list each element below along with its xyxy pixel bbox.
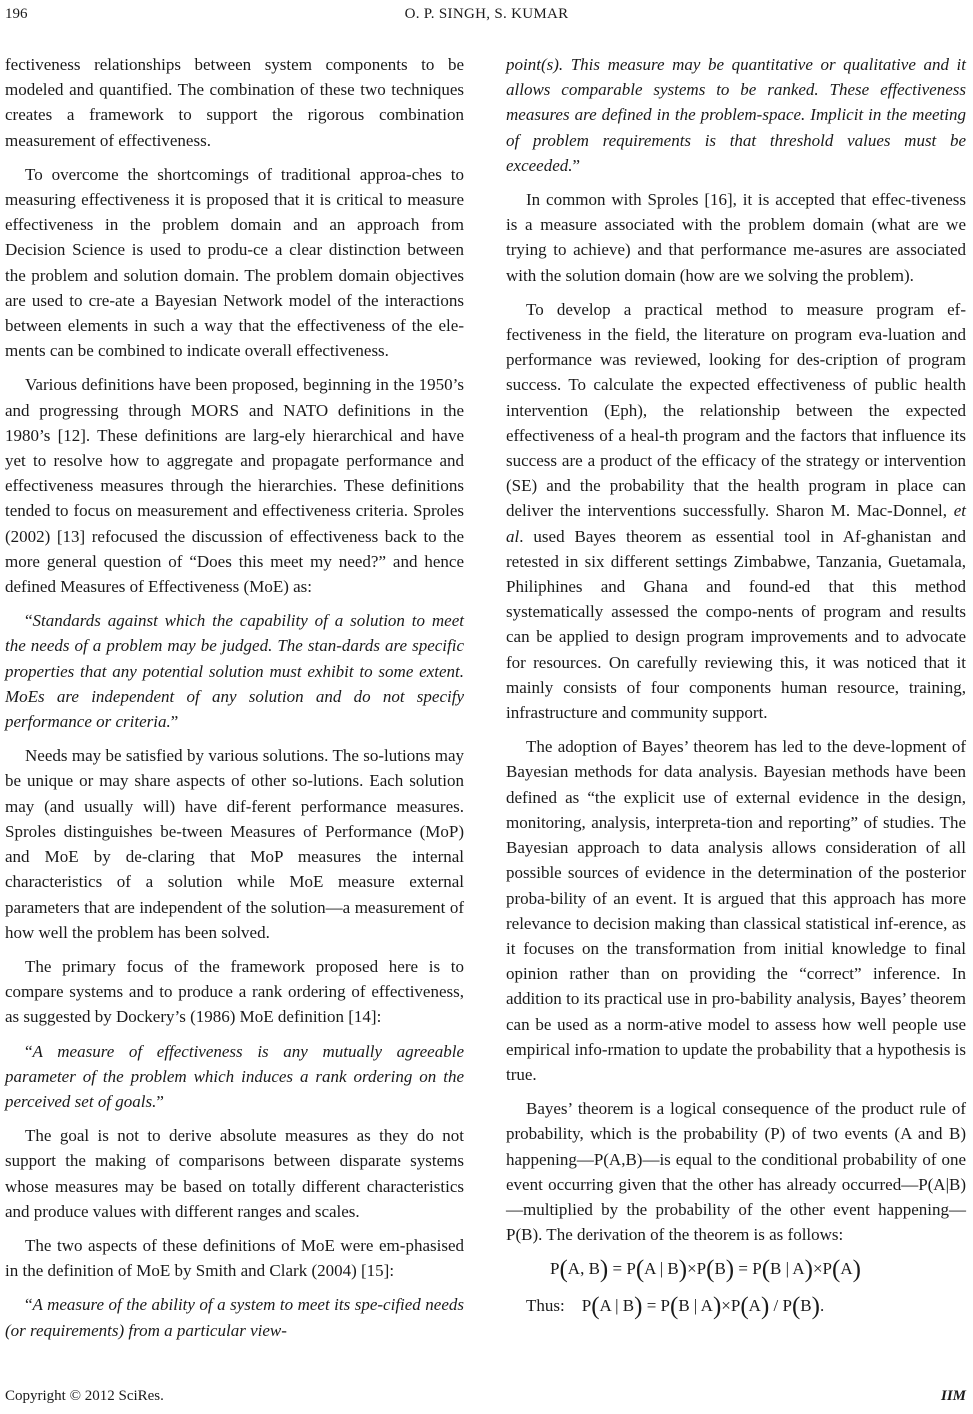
eq-operator: = <box>738 1259 748 1279</box>
paren: ( <box>706 1256 715 1284</box>
quote-text: A measure of the ability of a system to meet its spe-cified needs (or requirements) from a particular view- <box>5 1295 464 1340</box>
eq-symbol: P <box>581 1295 592 1315</box>
paren: ( <box>635 1256 645 1284</box>
eq-operator: × <box>721 1295 731 1315</box>
quote-text: point(s). This measure may be quantitative or qualitative and it allows comparable systems to be ranked. These effectiveness measures are defined in the problem-space. Implicit in the meeting of problem requirements is that threshold values must be exceeded. <box>506 55 966 175</box>
eq-period: . <box>819 1295 825 1315</box>
quote-open: “ <box>25 611 33 631</box>
paragraph: The primary focus of the framework proposed here is to compare systems and to produce a rank ordering of effectiveness, as suggested by Dockery’s (1986) MoE definition [14]: <box>5 956 464 1027</box>
block-quote <box>5 608 464 734</box>
eq-symbol: P <box>730 1295 741 1315</box>
eq-arg: B <box>714 1259 726 1279</box>
paragraph: Various definitions have been proposed, beginning in the 1950’s and progressing through MORS and NATO definitions in the 1980’s [12]. These definitions are larg-ely hierarchical and have yet to resolve how to aggregate and propagate performance and effectiveness measures through the hierarchies. These definitions tended to focus on measurement and effectiveness criteria. Sproles (2002) [13] refocused the discussion of effectiveness back to the more general question of “Does this meet my need?” and hence defined Measures of Effectiveness (MoE) as: <box>5 375 464 597</box>
paragraph: Needs may be satisfied by various solutions. The so-lutions may be unique or may share aspects of other so-lutions. Each solution may (and usually will) have dif-ferent performance measures. Sproles distinguishes be-tween Measures of Performance (MoP) and MoE by de-claring that MoP measures the internal characteristics of a solution while MoE measure external parameters that are independent of the solution—a measurement of how well the problem has been solved. <box>5 746 464 942</box>
paragraph-text: . used Bayes theorem as essential tool in Af-ghanistan and retested in six different settings Zimbabwe, Tanzania, Guetamala, Philiphines and Ghana and found-ed that this method systematically assessed the compo-nents of program and results can be applied to design program improvements and to advocate for resources. On carefully reviewing this, it was noticed that it mainly consists of four components human resource, training, infrastructure and community support. <box>506 526 966 723</box>
eq-operator: / <box>773 1295 779 1315</box>
eq-symbol: P <box>822 1259 832 1279</box>
eq-symbol: P <box>696 1259 707 1279</box>
paren: ) <box>811 1292 820 1320</box>
paren: ( <box>791 1292 801 1320</box>
running-head-authors: O. P. SINGH, S. KUMAR <box>404 6 569 22</box>
paren: ( <box>761 1256 771 1284</box>
quote-close: ” <box>572 155 581 175</box>
eq-symbol: P <box>550 1259 560 1279</box>
page-header <box>0 6 973 28</box>
quote-close: ” <box>170 712 179 732</box>
paren: ( <box>670 1292 679 1320</box>
left-column <box>5 52 464 1352</box>
eq-symbol: P <box>660 1295 671 1315</box>
eq-symbol: P <box>626 1259 636 1279</box>
page-number: 196 <box>5 6 28 22</box>
eq-operator: × <box>812 1259 823 1279</box>
paragraph <box>506 297 966 725</box>
eq-arg: A <box>840 1259 853 1279</box>
eq-arg: A, B <box>567 1259 600 1279</box>
eq-operator: × <box>687 1259 697 1279</box>
paren: ) <box>678 1256 688 1284</box>
paragraph: The goal is not to derive absolute measures as they do not support the making of comparisons between disparate systems whose measures may be based on totally different characteristics and produce values with different ranges and scales. <box>5 1126 464 1221</box>
right-column <box>506 52 966 1329</box>
paren: ) <box>760 1292 770 1320</box>
eq-arg: A | B <box>599 1295 635 1315</box>
eq-operator: = <box>612 1259 623 1279</box>
paragraph: The adoption of Bayes’ theorem has led to the deve-lopment of Bayesian methods for data analysis. Bayesian methods have been defined as “the explicit use of external evidence in the design, monitoring, analysis, interpreta-tion and reporting” of studies. The Bayesian approach to data analysis allows consideration of all possible sources of evidence in the determination of the posterior proba-bility of an event. It is argued that this approach has more relevance to decision making than classical statistical inf-erence, as it focuses on the transformation from initial knowledge to final opinion rather than on providing the “correct” inference. In addition to its practical use in pro-bability analysis, Bayes’ theorem can be used as a norm-ative model to assess how well people use empirical info-rmation to update the probability that a hypothesis is true. <box>506 737 966 1084</box>
paragraph: To overcome the shortcomings of traditional approa-ches to measuring effectiveness it is proposed that it is critical to measure effectiveness in the problem domain and an approach from Decision Science is used to produ-ce a clear distinction between the problem and solution domain. The problem domain objectives are used to cre-ate a Bayesian Network model of the interactions between elements in such a way that the effectiveness of the ele-ments can be combined to indicate overall effectiveness. <box>5 164 464 361</box>
block-quote-continued <box>506 52 966 178</box>
paren: ( <box>559 1256 568 1284</box>
bayes-equation-thus <box>506 1293 966 1319</box>
et-al: et al <box>506 501 966 546</box>
eq-operator: = <box>646 1295 657 1315</box>
paren: ( <box>832 1256 841 1284</box>
block-quote <box>5 1292 464 1342</box>
paragraph: The two aspects of these definitions of MoE were em-phasised in the definition of MoE by Smith and Clark (2004) [15]: <box>5 1235 464 1281</box>
paren: ) <box>804 1256 813 1284</box>
eq-symbol: P <box>752 1259 762 1279</box>
block-quote <box>5 1039 464 1115</box>
quote-open: “ <box>25 1041 33 1061</box>
quote-text: A measure of effectiveness is any mutually agreeable parameter of the problem which induces a rank ordering on the perceived set of goals. <box>5 1041 464 1111</box>
eq-arg: B | A <box>770 1259 805 1279</box>
eq-arg: A | B <box>644 1259 679 1279</box>
eq-arg: A <box>748 1295 761 1315</box>
paren: ) <box>712 1292 722 1320</box>
thus-label: Thus: <box>526 1295 565 1315</box>
paren: ) <box>725 1256 735 1284</box>
paragraph: Bayes’ theorem is a logical consequence of the product rule of probability, which is the probability (P) of two events (A and B) happening—P(A,B)—is equal to the conditional probability of one event occurring given that the other has already occurred—P(A|B)—multiplied by the probability of the other event happening—P(B). The derivation of the theorem is as follows: <box>506 1099 966 1245</box>
quote-close: ” <box>156 1091 164 1111</box>
quote-open: “ <box>25 1295 33 1315</box>
paragraph-text: To develop a practical method to measure program ef-fectiveness in the field, the literature on program eva-luation and performance was reviewed, looking for des-cription of program success. To calculate the expected effectiveness of public health intervention (Eph), the relationship between the expected effectiveness of a heal-th program and the factors that influence its success are a product of the efficacy of the strategy or intervention (SE) and the probability that the health program in place can deliver the interventions successfully. Sharon M. Mac-Donnel, <box>506 299 966 521</box>
paren: ) <box>634 1292 643 1320</box>
paragraph: In common with Sproles [16], it is accepted that effec-tiveness is a measure associated with the problem domain (what are we trying to achieve) and that performance me-asures are associated with the solution domain (how are we solving the problem). <box>506 190 966 285</box>
bayes-equation-product-rule <box>506 1256 966 1282</box>
paren: ) <box>599 1256 609 1284</box>
paragraph: fectiveness relationships between system components to be modeled and quantified. The combination of these two techniques creates a framework to support the rigorous combination measurement of effectiveness. <box>5 55 464 150</box>
paren: ( <box>591 1292 600 1320</box>
paren: ) <box>852 1256 861 1284</box>
eq-arg: B <box>800 1295 812 1315</box>
quote-text: Standards against which the capability of a solution to meet the needs of a problem may be judged. The stan-dards are specific properties that any potential solution must exhibit to some extent. MoEs are independent of any solution and do not specify performance or criteria. <box>5 611 464 732</box>
journal-abbrev: IIM <box>940 1388 966 1404</box>
eq-arg: B | A <box>678 1295 713 1315</box>
paren: ( <box>740 1292 749 1320</box>
copyright-notice: Copyright © 2012 SciRes. <box>5 1388 164 1404</box>
eq-symbol: P <box>782 1295 792 1315</box>
